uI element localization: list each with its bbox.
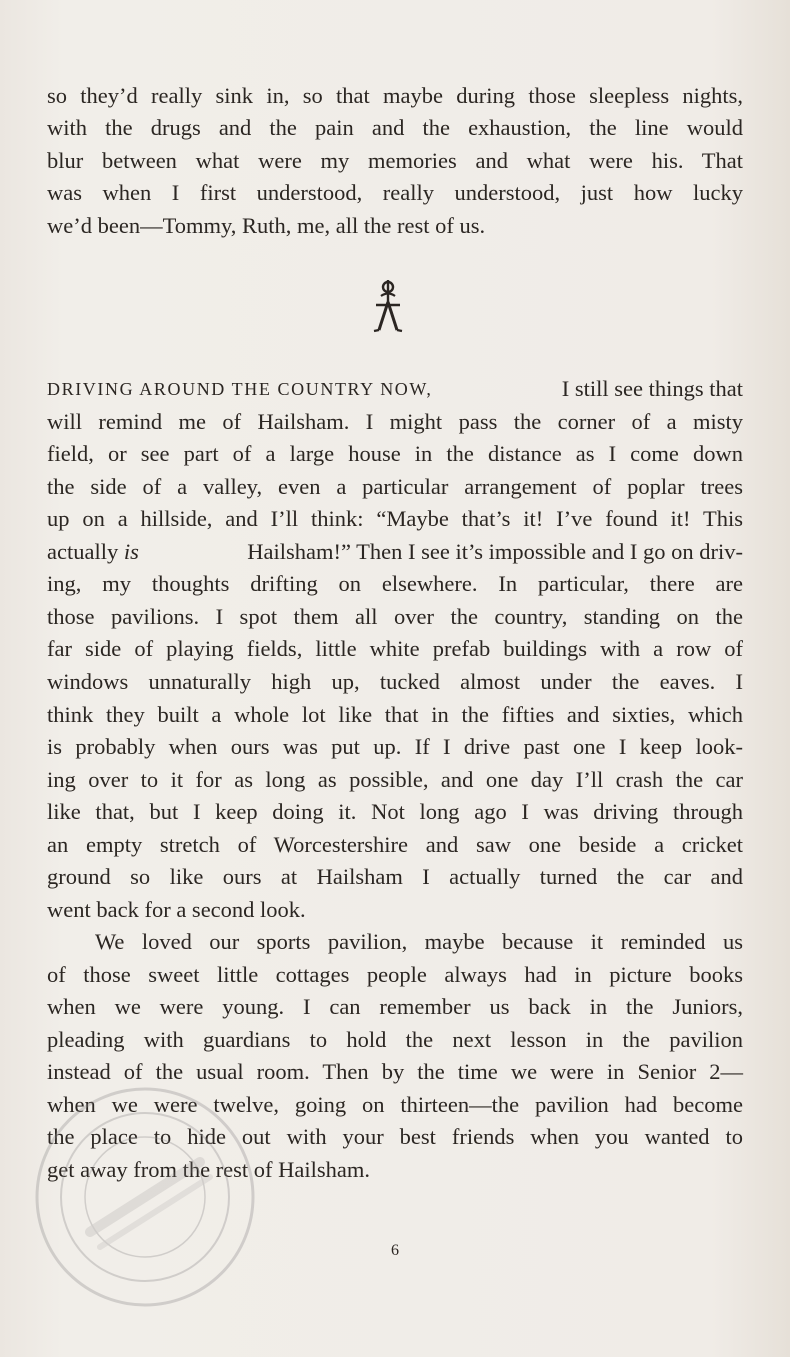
section-lead-in: DRIVING AROUND THE COUNTRY NOW, <box>47 379 433 399</box>
text-line: of those sweet little cottages people always had in picture books <box>47 962 743 987</box>
italic-emphasis: is <box>123 539 139 564</box>
text-line: We loved our sports pavilion, maybe because it reminded us <box>95 929 743 954</box>
text-line: field, or see part of a large house in the distance as I come down <box>47 441 743 466</box>
text-line: blur between what were my memories and what were his. That <box>47 148 743 173</box>
text-line: ground so like ours at Hailsham I actually turned the car and <box>47 864 743 889</box>
page-number: 6 <box>391 1242 399 1259</box>
text-line: when we were young. I can remember us back in the Juniors, <box>47 994 743 1019</box>
text-line: far side of playing fields, little white prefab buildings with a row of <box>47 636 743 661</box>
text-line: windows unnaturally high up, tucked almost under the eaves. I <box>47 669 743 694</box>
text-line: an empty stretch of Worcestershire and saw one beside a cricket <box>47 832 743 857</box>
text-line: up on a hillside, and I’ll think: “Maybe that’s it! I’ve found it! This <box>47 506 743 531</box>
text-line: we’d been—Tommy, Ruth, me, all the rest of us. <box>47 213 486 238</box>
text-line: think they built a whole lot like that in the fifties and sixties, which <box>47 702 743 727</box>
text-line: so they’d really sink in, so that maybe during those sleepless nights, <box>47 83 743 108</box>
text-line: with the drugs and the pain and the exhaustion, the line would <box>47 115 743 140</box>
watermark-stamp <box>30 1082 260 1312</box>
text-line: like that, but I keep doing it. Not long ago I was driving through <box>47 799 743 824</box>
text-line: ing, my thoughts drifting on elsewhere. In particular, there are <box>47 571 743 596</box>
text-line: went back for a second look. <box>47 897 306 922</box>
text-span: actually is <box>47 539 139 564</box>
text-line: the side of a valley, even a particular arrangement of poplar trees <box>47 474 743 499</box>
text-line: when we were twelve, going on thirteen—the pavilion had become <box>47 1092 743 1117</box>
text-line: get away from the rest of Hailsham. <box>47 1157 371 1182</box>
text-line: ing over to it for as long as possible, and one day I’ll crash the car <box>47 767 743 792</box>
text-line: the place to hide out with your best friends when you wanted to <box>47 1124 743 1149</box>
text-line: instead of the usual room. Then by the time we were in Senior 2— <box>47 1059 743 1084</box>
text-line: is probably when ours was put up. If I drive past one I keep look- <box>47 734 743 759</box>
text-line: was when I first understood, really understood, just how lucky <box>47 180 743 205</box>
fleuron-ornament-icon <box>368 278 408 334</box>
text-line: will remind me of Hailsham. I might pass the corner of a misty <box>47 409 743 434</box>
text-span: Hailsham!” Then I see it’s impossible and I go on driv- <box>247 539 743 564</box>
text-span: I still see things that <box>561 376 743 401</box>
text-line: pleading with guardians to hold the next lesson in the pavilion <box>47 1027 743 1052</box>
text-line <box>47 373 743 406</box>
text-line: those pavilions. I spot them all over the country, standing on the <box>47 604 743 629</box>
text-line <box>47 536 743 569</box>
